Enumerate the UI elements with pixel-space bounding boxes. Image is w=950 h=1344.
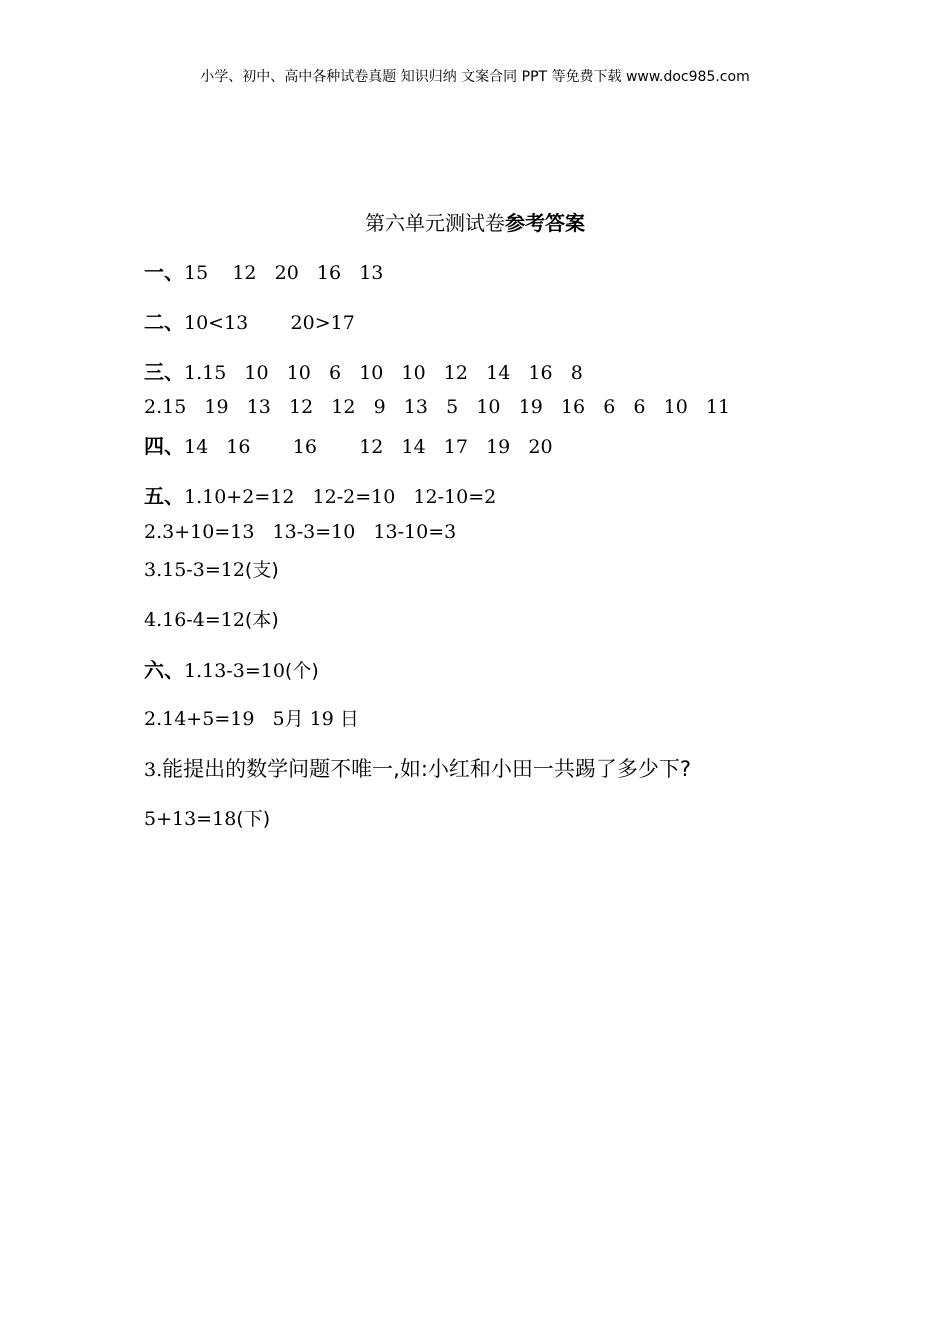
answer-section-5-4 bbox=[144, 611, 279, 630]
page-title bbox=[0, 207, 950, 236]
answer-section-2 bbox=[144, 312, 355, 333]
section-3-2-answers: 2.15 19 13 12 12 9 13 5 10 19 16 6 6 10 11 bbox=[144, 396, 731, 418]
section-5-label: 五、 bbox=[144, 484, 184, 508]
section-3-label: 三、 bbox=[144, 360, 184, 384]
section-6-3-number: 3. bbox=[144, 759, 163, 781]
section-1-answers: 15 12 20 16 13 bbox=[184, 262, 384, 284]
answer-section-6-2 bbox=[144, 710, 359, 729]
answer-section-5-1 bbox=[144, 486, 496, 507]
section-1-label: 一、 bbox=[144, 260, 184, 284]
section-2-label: 二、 bbox=[144, 310, 184, 334]
title-main: 第六单元测试卷 bbox=[365, 211, 505, 235]
section-6-label: 六、 bbox=[144, 658, 184, 682]
answer-section-5-3 bbox=[144, 561, 279, 580]
section-6-2-day-unit: 日 bbox=[339, 708, 359, 730]
section-6-2-month: 月 bbox=[284, 708, 304, 730]
section-6-3-solution-unit: (下) bbox=[236, 808, 271, 830]
section-4-label: 四、 bbox=[144, 434, 184, 458]
section-5-4-unit: (本) bbox=[244, 609, 279, 631]
section-4-answers: 14 16 16 12 14 17 19 20 bbox=[184, 436, 553, 458]
section-6-1-answers: 1.13-3=10 bbox=[184, 660, 285, 682]
answer-section-3-2 bbox=[144, 398, 730, 417]
answer-section-4 bbox=[144, 436, 553, 457]
section-2-answers: 10<13 20>17 bbox=[184, 312, 355, 334]
section-6-2-answers: 2.14+5=19 5 bbox=[144, 708, 285, 730]
section-6-3-solution-text: 5+13=18 bbox=[144, 808, 237, 830]
section-5-3-unit: (支) bbox=[244, 559, 279, 581]
section-5-4-answers: 4.16-4=12 bbox=[144, 609, 245, 631]
answer-section-1 bbox=[144, 262, 383, 283]
section-5-1-answers: 1.10+2=12 12-2=10 12-10=2 bbox=[184, 486, 497, 508]
section-6-2-day: 19 bbox=[303, 708, 340, 730]
title-bold: 参考答案 bbox=[505, 211, 585, 235]
section-6-3-question: 能提出的数学问题不唯一,如:小红和小田一共踢了多少下? bbox=[162, 757, 692, 781]
answer-section-6-3 bbox=[144, 759, 691, 780]
answer-section-3-1 bbox=[144, 362, 583, 383]
section-3-1-answers: 1.15 10 10 6 10 10 12 14 16 8 bbox=[184, 362, 583, 384]
answer-section-5-2 bbox=[144, 523, 456, 542]
section-5-2-answers: 2.3+10=13 13-3=10 13-10=3 bbox=[144, 521, 457, 543]
answer-section-6-1 bbox=[144, 660, 319, 681]
page-header-banner: 小学、初中、高中各种试卷真题 知识归纳 文案合同 PPT 等免费下载 www.doc985.com bbox=[200, 69, 750, 85]
answer-section-6-3-solution bbox=[144, 810, 270, 829]
section-6-1-unit: (个) bbox=[284, 660, 319, 682]
section-5-3-answers: 3.15-3=12 bbox=[144, 559, 245, 581]
